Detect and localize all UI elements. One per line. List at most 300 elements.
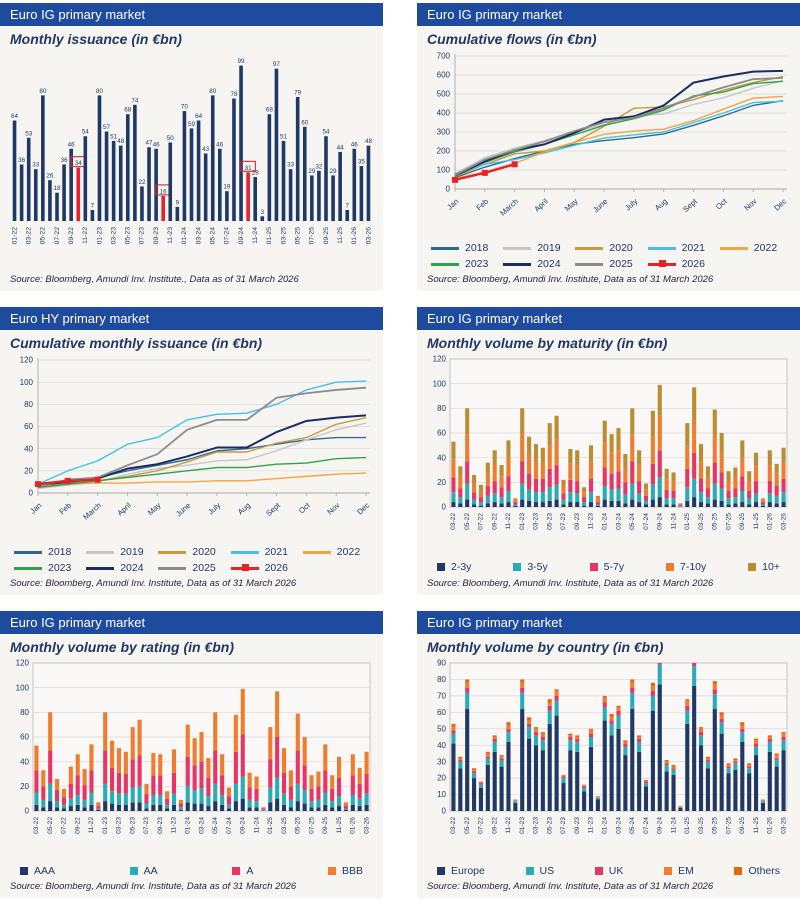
svg-text:07-22: 07-22 <box>53 227 61 245</box>
legend-label: 2023 <box>465 258 489 270</box>
source-note: Source: Bloomberg, Amundi Inv. Institute., Data as of 31 March 2026 <box>10 274 299 285</box>
svg-text:60: 60 <box>437 428 446 438</box>
legend-line-swatch <box>303 551 331 554</box>
svg-text:11-24: 11-24 <box>670 513 678 530</box>
svg-text:80: 80 <box>209 87 217 95</box>
svg-text:53: 53 <box>25 130 33 138</box>
svg-text:11-23: 11-23 <box>587 817 595 834</box>
legend-label: 2025 <box>609 258 633 270</box>
svg-text:March: March <box>498 196 520 218</box>
legend-label: 2026 <box>681 258 705 270</box>
chart-subtitle: Cumulative flows (in €bn) <box>427 31 597 47</box>
source-note: Source: Bloomberg, Amundi Inv. Institute, Data as of 31 March 2026 <box>427 274 714 285</box>
svg-text:03-24: 03-24 <box>195 227 203 245</box>
svg-text:46: 46 <box>350 141 358 149</box>
legend-square-swatch <box>20 867 28 875</box>
stacked-bar-chart-canvas <box>423 657 794 857</box>
svg-text:Aug: Aug <box>235 500 253 517</box>
svg-text:03-22: 03-22 <box>450 513 458 530</box>
monthly-issuance-bar-chart <box>6 49 377 266</box>
svg-text:20: 20 <box>437 477 446 487</box>
svg-text:07-22: 07-22 <box>477 513 485 530</box>
panel-euro-hy-cumulative-issuance <box>0 307 383 595</box>
chart-legend <box>14 546 375 574</box>
svg-text:07-23: 07-23 <box>138 227 146 245</box>
legend-item-2025 <box>158 562 230 574</box>
svg-text:11-22: 11-22 <box>88 817 96 834</box>
svg-text:01-26: 01-26 <box>766 513 774 530</box>
svg-text:03-25: 03-25 <box>697 513 705 530</box>
svg-text:500: 500 <box>436 89 450 99</box>
legend-item-2-3y <box>437 561 471 573</box>
svg-text:11-24: 11-24 <box>252 227 260 244</box>
svg-text:June: June <box>591 196 610 215</box>
svg-text:48: 48 <box>364 138 372 146</box>
legend-label: US <box>539 865 555 877</box>
panel-euro-ig-monthly-issuance <box>0 3 383 291</box>
svg-text:16: 16 <box>159 188 167 196</box>
svg-text:03-25: 03-25 <box>697 817 705 834</box>
panel-body <box>0 330 383 595</box>
panel-body <box>0 634 383 898</box>
svg-text:99: 99 <box>237 58 245 66</box>
svg-text:03-26: 03-26 <box>363 817 371 834</box>
svg-text:7: 7 <box>345 202 349 210</box>
svg-text:40: 40 <box>24 444 33 454</box>
svg-text:600: 600 <box>436 70 450 80</box>
svg-text:20: 20 <box>20 781 29 791</box>
svg-text:80: 80 <box>95 87 103 95</box>
svg-text:0: 0 <box>24 806 29 816</box>
svg-text:03-25: 03-25 <box>280 817 288 834</box>
svg-text:01-25: 01-25 <box>684 513 692 530</box>
legend-label: 7-10y <box>679 561 707 573</box>
legend-square-swatch <box>513 563 521 571</box>
svg-text:19: 19 <box>223 183 231 191</box>
svg-text:97: 97 <box>272 61 280 69</box>
svg-text:20: 20 <box>24 466 33 476</box>
svg-text:03-22: 03-22 <box>450 817 458 834</box>
svg-text:May: May <box>145 500 163 518</box>
svg-text:03-24: 03-24 <box>615 817 623 834</box>
svg-text:11-24: 11-24 <box>670 817 678 834</box>
panel-title-bar: Euro IG primary market <box>417 307 800 330</box>
legend-label: BBB <box>341 865 363 877</box>
svg-text:01-23: 01-23 <box>518 817 526 834</box>
legend-label: 2025 <box>192 562 216 574</box>
svg-text:11-22: 11-22 <box>505 817 513 834</box>
svg-text:10: 10 <box>437 790 446 800</box>
legend-label: 2020 <box>192 546 216 558</box>
svg-text:Nov: Nov <box>325 500 342 517</box>
source-note: Source: Bloomberg, Amundi Inv. Institute, Data as of 31 March 2026 <box>427 578 714 589</box>
svg-text:60: 60 <box>24 422 33 432</box>
svg-text:11-23: 11-23 <box>167 227 175 244</box>
panel-euro-ig-volume-by-country <box>417 611 800 898</box>
svg-text:57: 57 <box>103 124 111 132</box>
svg-text:07-25: 07-25 <box>725 513 733 530</box>
svg-text:09-24: 09-24 <box>656 513 664 530</box>
svg-text:100: 100 <box>15 683 29 693</box>
legend-line-swatch <box>648 247 676 250</box>
svg-text:29: 29 <box>329 167 337 175</box>
panel-body <box>417 26 800 291</box>
legend-label: 2018 <box>48 546 72 558</box>
legend-label: 2022 <box>753 242 778 254</box>
legend-line-swatch <box>720 247 748 250</box>
legend-item-A <box>232 865 253 877</box>
legend-square-swatch <box>595 867 603 875</box>
legend-label: 2024 <box>537 258 561 270</box>
legend-square-swatch <box>590 563 598 571</box>
legend-line-swatch <box>231 551 259 554</box>
svg-text:07-24: 07-24 <box>223 227 231 245</box>
svg-text:03-23: 03-23 <box>532 817 540 834</box>
legend-line-swatch <box>158 551 186 554</box>
svg-text:05-23: 05-23 <box>546 817 554 834</box>
legend-item-2021 <box>648 242 720 254</box>
svg-text:09-22: 09-22 <box>74 817 82 834</box>
source-note: Source: Bloomberg, Amundi Inv. Institute, Data as of 31 March 2026 <box>427 881 714 892</box>
svg-text:03-24: 03-24 <box>198 817 206 834</box>
svg-text:31: 31 <box>244 164 252 172</box>
legend-item-2018 <box>431 242 503 254</box>
legend-item-2020 <box>158 546 230 558</box>
svg-text:300: 300 <box>436 127 450 137</box>
svg-text:64: 64 <box>11 113 19 121</box>
svg-text:05-24: 05-24 <box>209 227 217 245</box>
svg-text:48: 48 <box>117 138 125 146</box>
svg-text:01-24: 01-24 <box>184 817 192 834</box>
svg-text:03-23: 03-23 <box>110 227 118 245</box>
svg-text:01-26: 01-26 <box>351 227 359 245</box>
svg-text:05-22: 05-22 <box>46 817 54 834</box>
legend-label: AA <box>143 865 158 877</box>
svg-text:Dec: Dec <box>772 196 789 213</box>
svg-text:05-22: 05-22 <box>39 227 47 245</box>
svg-text:01-24: 01-24 <box>181 227 189 245</box>
svg-text:07-23: 07-23 <box>560 817 568 834</box>
svg-text:50: 50 <box>437 724 446 734</box>
legend-square-swatch <box>666 563 674 571</box>
legend-line-swatch <box>158 567 186 570</box>
chart-subtitle: Monthly issuance (in €bn) <box>10 31 182 47</box>
legend-square-swatch <box>748 563 756 571</box>
svg-text:29: 29 <box>308 167 316 175</box>
svg-text:74: 74 <box>131 97 139 105</box>
svg-text:100: 100 <box>19 377 33 387</box>
legend-item-2020 <box>575 242 647 254</box>
svg-text:July: July <box>206 500 223 517</box>
svg-text:40: 40 <box>20 757 29 767</box>
legend-label: UK <box>608 865 624 877</box>
panel-euro-ig-volume-by-rating <box>0 611 383 898</box>
legend-label: 2020 <box>609 242 633 254</box>
svg-text:200: 200 <box>436 146 450 156</box>
svg-text:05-22: 05-22 <box>463 513 471 530</box>
svg-text:01-24: 01-24 <box>601 817 609 834</box>
svg-text:68: 68 <box>265 106 273 114</box>
svg-text:03-26: 03-26 <box>365 227 373 245</box>
svg-text:April: April <box>115 500 133 518</box>
legend-line-swatch <box>648 263 676 266</box>
svg-text:March: March <box>81 500 103 522</box>
chart-subtitle: Monthly volume by maturity (in €bn) <box>427 335 668 351</box>
svg-text:11-24: 11-24 <box>253 817 261 834</box>
svg-text:50: 50 <box>166 135 174 142</box>
volume-by-country-stacked-chart <box>423 657 794 862</box>
legend-item-AA <box>130 865 158 877</box>
legend-item-2019 <box>86 546 158 558</box>
panel-title-bar: Euro IG primary market <box>0 3 383 26</box>
svg-text:46: 46 <box>216 141 224 149</box>
legend-square-swatch <box>130 867 138 875</box>
legend-square-marker <box>659 260 666 267</box>
legend-line-swatch <box>503 247 531 250</box>
svg-text:11-23: 11-23 <box>587 513 595 530</box>
svg-text:07-23: 07-23 <box>143 817 151 834</box>
svg-text:26: 26 <box>46 172 54 180</box>
svg-text:0: 0 <box>441 806 446 816</box>
panel-body <box>0 26 383 291</box>
legend-item-2026 <box>231 562 303 574</box>
svg-text:90: 90 <box>437 658 446 668</box>
legend-label: AAA <box>34 865 56 877</box>
svg-text:09-23: 09-23 <box>573 513 581 530</box>
svg-text:20: 20 <box>437 773 446 783</box>
svg-text:33: 33 <box>287 161 295 169</box>
svg-text:46: 46 <box>152 141 160 149</box>
svg-text:05-25: 05-25 <box>294 817 302 834</box>
legend-item-3-5y <box>513 561 547 573</box>
legend-label: A <box>246 865 254 877</box>
report-grid <box>0 3 800 898</box>
svg-text:7: 7 <box>90 202 95 210</box>
svg-text:07-24: 07-24 <box>642 817 650 834</box>
legend-item-2021 <box>231 546 303 558</box>
svg-text:60: 60 <box>437 707 446 717</box>
svg-text:09-24: 09-24 <box>656 817 664 834</box>
legend-square-swatch <box>526 867 534 875</box>
svg-text:40: 40 <box>437 453 446 463</box>
legend-label: 3-5y <box>527 561 548 573</box>
legend-label: 5-7y <box>603 561 625 573</box>
svg-text:70: 70 <box>180 103 188 111</box>
legend-item-US <box>526 865 555 877</box>
stacked-bar-chart-canvas <box>6 657 377 857</box>
svg-text:09-23: 09-23 <box>156 817 164 834</box>
svg-text:40: 40 <box>437 740 446 750</box>
legend-line-swatch <box>575 247 603 250</box>
legend-item-2026 <box>648 258 720 270</box>
svg-text:03-25: 03-25 <box>280 227 288 245</box>
legend-line-swatch <box>14 551 42 554</box>
svg-text:09-25: 09-25 <box>739 513 747 530</box>
svg-text:09-22: 09-22 <box>491 513 499 530</box>
svg-text:11-25: 11-25 <box>336 227 344 244</box>
svg-text:11-22: 11-22 <box>82 227 90 244</box>
svg-text:36: 36 <box>18 156 26 164</box>
svg-text:120: 120 <box>15 658 29 668</box>
svg-text:Sept: Sept <box>681 196 699 214</box>
chart-legend <box>20 865 363 877</box>
svg-text:09-23: 09-23 <box>573 817 581 834</box>
svg-text:05-22: 05-22 <box>463 817 471 834</box>
legend-line-swatch <box>431 263 459 266</box>
svg-text:09-23: 09-23 <box>152 227 160 245</box>
svg-text:Oct: Oct <box>296 500 312 516</box>
svg-text:07-24: 07-24 <box>642 513 650 530</box>
svg-text:05-24: 05-24 <box>629 513 637 530</box>
svg-text:09-22: 09-22 <box>491 817 499 834</box>
legend-item-2022 <box>720 242 792 254</box>
svg-text:09-25: 09-25 <box>322 817 330 834</box>
svg-text:Aug: Aug <box>652 196 670 213</box>
svg-text:01-25: 01-25 <box>267 817 275 834</box>
legend-item-Europe <box>437 865 485 877</box>
svg-text:01-25: 01-25 <box>684 817 692 834</box>
bar-chart-canvas <box>6 49 377 261</box>
chart-legend <box>437 561 780 573</box>
svg-text:07-22: 07-22 <box>60 817 68 834</box>
svg-text:120: 120 <box>19 355 33 365</box>
svg-text:03-24: 03-24 <box>615 513 623 530</box>
svg-text:07-23: 07-23 <box>560 513 568 530</box>
legend-label: Europe <box>451 865 485 877</box>
legend-label: EM <box>678 865 694 877</box>
svg-text:59: 59 <box>187 120 196 128</box>
panel-euro-ig-volume-by-maturity <box>417 307 800 595</box>
svg-text:47: 47 <box>145 139 153 147</box>
legend-line-swatch <box>86 551 114 554</box>
svg-text:03-22: 03-22 <box>25 227 33 245</box>
svg-text:05-24: 05-24 <box>212 817 220 834</box>
legend-item-Others <box>734 865 780 877</box>
svg-text:0: 0 <box>441 502 446 512</box>
legend-label: 2019 <box>537 242 561 254</box>
svg-text:700: 700 <box>436 51 450 61</box>
svg-text:05-25: 05-25 <box>711 513 719 530</box>
panel-body <box>417 330 800 595</box>
legend-square-swatch <box>734 867 742 875</box>
svg-text:07-24: 07-24 <box>225 817 233 834</box>
svg-text:April: April <box>532 196 550 214</box>
legend-item-7-10y <box>666 561 706 573</box>
legend-item-2022 <box>303 546 375 558</box>
svg-text:11-25: 11-25 <box>752 513 760 530</box>
svg-text:80: 80 <box>24 399 33 409</box>
svg-text:60: 60 <box>20 732 29 742</box>
svg-text:05-25: 05-25 <box>711 817 719 834</box>
legend-label: 2021 <box>681 242 705 254</box>
svg-text:54: 54 <box>81 128 89 136</box>
svg-text:July: July <box>623 196 640 213</box>
svg-text:Oct: Oct <box>713 196 729 212</box>
legend-label: 2019 <box>120 546 144 558</box>
svg-text:30: 30 <box>437 757 446 767</box>
legend-line-swatch <box>86 567 114 570</box>
svg-text:100: 100 <box>436 165 450 175</box>
svg-text:Feb: Feb <box>57 500 74 517</box>
svg-text:09-24: 09-24 <box>237 227 245 245</box>
chart-subtitle: Cumulative monthly issuance (in €bn) <box>10 335 263 351</box>
svg-text:01-22: 01-22 <box>11 227 19 245</box>
svg-text:03-22: 03-22 <box>33 817 41 834</box>
svg-text:400: 400 <box>436 108 450 118</box>
svg-text:0: 0 <box>28 488 33 498</box>
svg-text:01-23: 01-23 <box>101 817 109 834</box>
svg-text:44: 44 <box>336 144 344 152</box>
svg-text:01-26: 01-26 <box>766 817 774 834</box>
svg-text:June: June <box>174 500 193 519</box>
legend-label: 10+ <box>762 561 780 573</box>
panel-title-bar: Euro IG primary market <box>0 611 383 634</box>
legend-label: Others <box>748 865 780 877</box>
legend-item-EM <box>664 865 694 877</box>
chart-subtitle: Monthly volume by country (in €bn) <box>427 639 664 655</box>
legend-square-swatch <box>437 563 445 571</box>
svg-text:70: 70 <box>437 691 446 701</box>
svg-text:68: 68 <box>124 106 132 114</box>
svg-text:03-23: 03-23 <box>532 513 540 530</box>
svg-text:51: 51 <box>110 133 118 141</box>
legend-item-2024 <box>503 258 575 270</box>
svg-text:34: 34 <box>74 160 82 168</box>
svg-text:09-24: 09-24 <box>239 817 247 834</box>
svg-text:22: 22 <box>138 178 146 186</box>
svg-text:80: 80 <box>437 675 446 685</box>
svg-text:11-23: 11-23 <box>170 817 178 834</box>
legend-line-swatch <box>231 567 259 570</box>
legend-item-2018 <box>14 546 86 558</box>
svg-text:78: 78 <box>230 91 238 99</box>
svg-text:07-25: 07-25 <box>725 817 733 834</box>
svg-text:May: May <box>562 196 580 214</box>
svg-text:35: 35 <box>357 158 365 166</box>
svg-text:120: 120 <box>432 354 446 364</box>
volume-by-maturity-stacked-chart <box>423 353 794 558</box>
legend-item-5-7y <box>590 561 624 573</box>
cumulative-flows-line-chart <box>423 49 794 240</box>
panel-body <box>417 634 800 898</box>
legend-item-2019 <box>503 242 575 254</box>
svg-text:11-25: 11-25 <box>335 817 343 834</box>
svg-text:05-23: 05-23 <box>546 513 554 530</box>
legend-label: 2022 <box>336 546 361 558</box>
svg-text:03-26: 03-26 <box>780 513 788 530</box>
svg-text:09-22: 09-22 <box>67 227 75 245</box>
legend-item-2024 <box>86 562 158 574</box>
svg-text:03-26: 03-26 <box>780 817 788 834</box>
svg-text:3: 3 <box>260 208 265 216</box>
svg-text:54: 54 <box>322 128 330 136</box>
legend-square-marker <box>242 564 249 571</box>
svg-text:09-25: 09-25 <box>322 227 330 245</box>
svg-text:32: 32 <box>315 163 323 171</box>
svg-text:07-25: 07-25 <box>308 817 316 834</box>
svg-text:9: 9 <box>175 199 180 207</box>
chart-legend <box>431 242 792 270</box>
svg-text:Sept: Sept <box>264 500 282 518</box>
svg-text:Feb: Feb <box>474 196 491 213</box>
svg-text:46: 46 <box>67 141 75 149</box>
legend-line-swatch <box>503 263 531 266</box>
legend-label: 2-3y <box>451 561 472 573</box>
legend-item-UK <box>595 865 624 877</box>
panel-title-bar: Euro IG primary market <box>417 3 800 26</box>
stacked-bar-chart-canvas <box>423 353 794 553</box>
svg-text:79: 79 <box>294 89 302 97</box>
